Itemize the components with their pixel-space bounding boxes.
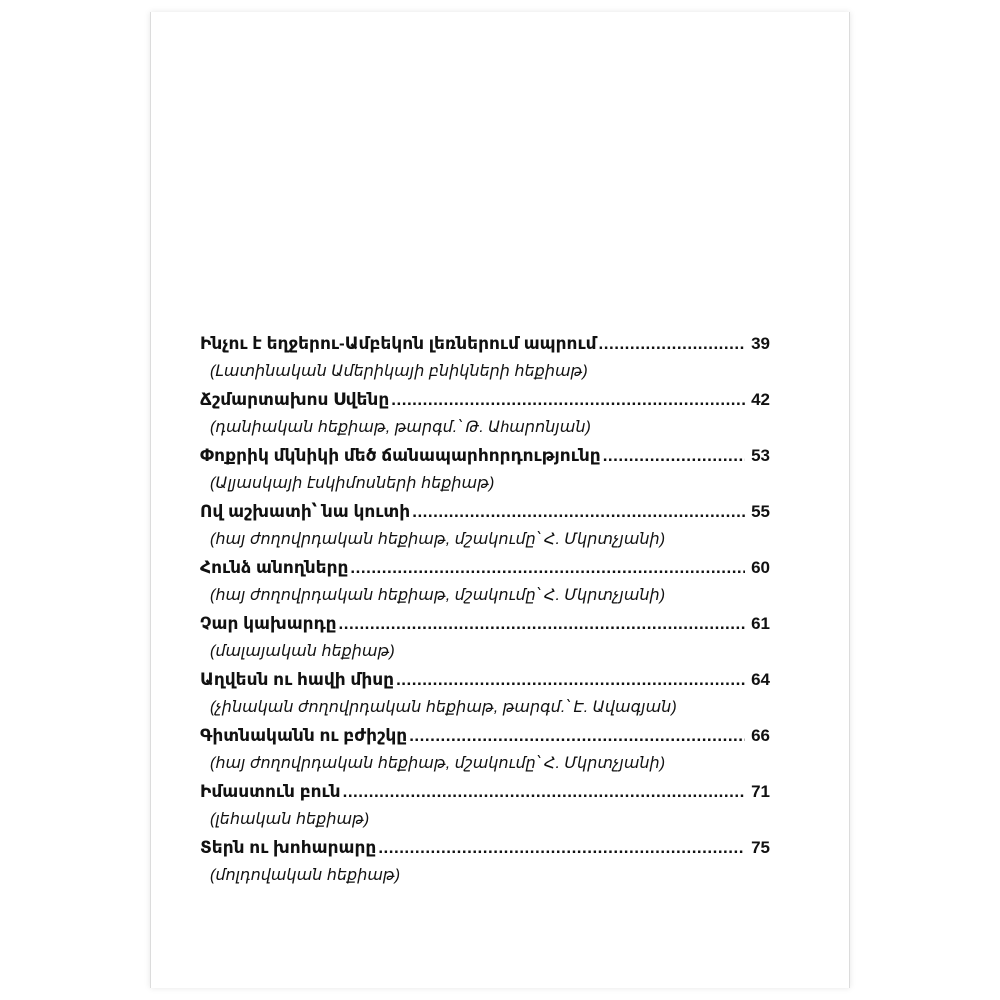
dot-leader (409, 722, 745, 750)
toc-page-number: 60 (751, 558, 770, 577)
toc-title-line (200, 778, 770, 806)
dot-leader (391, 386, 745, 414)
table-of-contents (200, 330, 770, 890)
toc-entry-title: Ճշմարտախոս Սվենը (200, 390, 390, 409)
dot-leader (378, 834, 745, 862)
dot-leader (339, 610, 746, 638)
toc-title-line (200, 834, 770, 862)
dot-leader (599, 330, 746, 358)
toc-title-line (200, 498, 770, 526)
toc-entry-title: Աղվեսն ու հավի միսը (200, 670, 395, 689)
toc-entry-title: Ով աշխատի՝ նա կուտի (200, 502, 411, 521)
toc-entry (200, 778, 770, 834)
toc-entry-title: Փոքրիկ մկնիկի մեծ ճանապարհորդությունը (200, 446, 601, 465)
toc-page-number: 39 (751, 334, 770, 353)
toc-entry-title: Ինչու է եղջերու-Ամբեկոն լեռներում ապրում (200, 334, 597, 353)
dot-leader (396, 666, 745, 694)
toc-entry (200, 834, 770, 890)
toc-entry (200, 722, 770, 778)
toc-page-number: 71 (751, 782, 770, 801)
toc-page-number: 55 (751, 502, 770, 521)
toc-page-number: 66 (751, 726, 770, 745)
toc-entry-subtitle: (Լատինական Ամերիկայի բնիկների հեքիաթ) (210, 363, 588, 380)
toc-page-number: 75 (751, 838, 770, 857)
toc-title-line (200, 666, 770, 694)
toc-entry-subtitle: (մոլդովական հեքիաթ) (210, 867, 401, 884)
toc-entry-subtitle: (չինական ժողովրդական հեքիաթ, թարգմ.՝ Է. Ավագյան) (210, 699, 677, 716)
toc-title-line (200, 386, 770, 414)
toc-page-number: 61 (751, 614, 770, 633)
toc-entry-subtitle: (մալայական հեքիաթ) (210, 643, 395, 660)
toc-entry-title: Տերն ու խոհարարը (200, 838, 377, 857)
toc-entry (200, 554, 770, 610)
toc-entry-title: Չար կախարդը (200, 614, 337, 633)
toc-entry-subtitle: (հայ ժողովրդական հեքիաթ, մշակումը՝ Հ. Մկրտչյանի) (210, 755, 666, 772)
dot-leader (350, 554, 745, 582)
toc-entry (200, 330, 770, 386)
toc-entry-title: Իմաստուն բուն (200, 782, 341, 801)
toc-entry (200, 386, 770, 442)
toc-entry (200, 666, 770, 722)
toc-entry (200, 442, 770, 498)
toc-page-number: 53 (751, 446, 770, 465)
toc-entry-title: Հունձ անողները (200, 558, 349, 577)
toc-entry-subtitle: (Ալյասկայի էսկիմոսների հեքիաթ) (210, 475, 495, 492)
toc-page-number: 42 (751, 390, 770, 409)
toc-title-line (200, 330, 770, 358)
toc-entry-subtitle: (հայ ժողովրդական հեքիաթ, մշակումը՝ Հ. Մկրտչյանի) (210, 531, 666, 548)
toc-entry-subtitle: (հայ ժողովրդական հեքիաթ, մշակումը՝ Հ. Մկրտչյանի) (210, 587, 666, 604)
toc-title-line (200, 610, 770, 638)
dot-leader (343, 778, 745, 806)
toc-title-line (200, 442, 770, 470)
toc-entry-subtitle: (դանիական հեքիաթ, թարգմ.՝ Թ. Աhարոնյան) (210, 419, 591, 436)
toc-entry (200, 610, 770, 666)
dot-leader (603, 442, 745, 470)
toc-entry-subtitle: (լեհական հեքիաթ) (210, 811, 370, 828)
toc-page-number: 64 (751, 670, 770, 689)
toc-entry-title: Գիտնականն ու բժիշկը (200, 726, 408, 745)
toc-entry (200, 498, 770, 554)
toc-title-line (200, 554, 770, 582)
toc-title-line (200, 722, 770, 750)
dot-leader (412, 498, 745, 526)
